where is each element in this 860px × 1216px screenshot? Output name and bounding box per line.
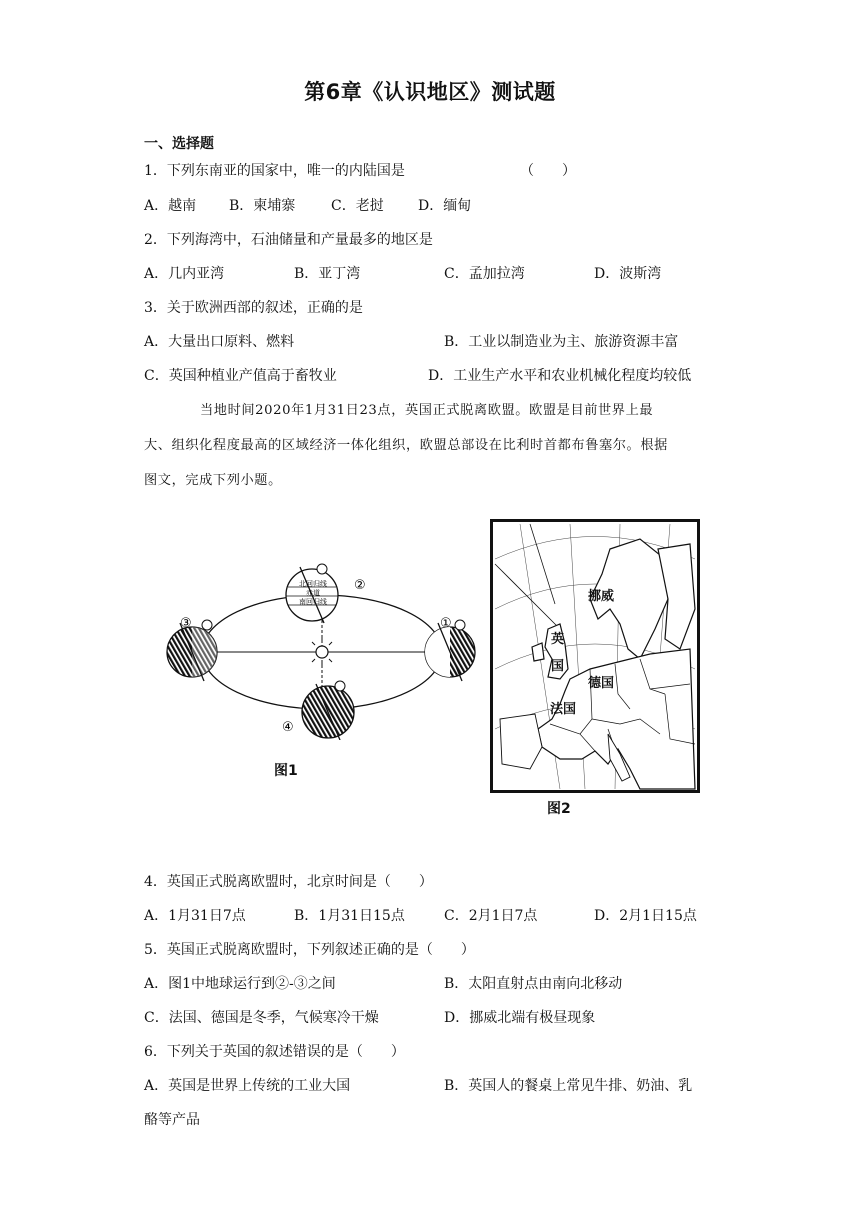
q2-option-b: B．亚丁湾 (294, 266, 361, 282)
q1-option-b: B．柬埔寨 (229, 198, 296, 214)
equator-label: 赤道 (306, 589, 320, 597)
q5-option-a: A．图1中地球运行到②-③之间 (144, 976, 336, 992)
q2-option-a: A．几内亚湾 (144, 266, 225, 282)
page-title: 第6章《认识地区》测试题 (304, 80, 556, 104)
figure-1-caption: 图1 (274, 763, 298, 779)
q6-option-b: B．英国人的餐桌上常见牛排、奶油、乳 (444, 1078, 693, 1094)
figure-2-europe-map (490, 519, 700, 793)
q6-option-a: A．英国是世界上传统的工业大国 (144, 1078, 351, 1094)
marker-1: ① (440, 616, 452, 631)
q4-option-a: A．1月31日7点 (144, 908, 246, 924)
question-1-stem: 1．下列东南亚的国家中，唯一的内陆国是 (144, 163, 405, 179)
question-2-stem: 2．下列海湾中，石油储量和产量最多的地区是 (144, 232, 433, 248)
q5-option-d: D．挪威北端有极昼现象 (444, 1010, 596, 1026)
question-6-stem: 6．下列关于英国的叙述错误的是（ ） (144, 1044, 405, 1060)
map-label-germany: 德国 (588, 676, 615, 691)
q5-option-c: C．法国、德国是冬季，气候寒冷干燥 (144, 1010, 379, 1026)
figure-1-earth-orbit (160, 555, 485, 740)
q1-option-d: D．缅甸 (418, 198, 472, 214)
map-label-norway: 挪威 (588, 589, 615, 604)
question-1-paren: （ ） (520, 163, 576, 179)
q4-option-d: D．2月1日15点 (594, 908, 697, 924)
reading-passage (144, 393, 724, 498)
q1-option-c: C．老挝 (331, 198, 384, 214)
q5-option-b: B．太阳直射点由南向北移动 (444, 976, 623, 992)
passage-line-2: 大、组织化程度最高的区域经济一体化组织，欧盟总部设在比利时首都布鲁塞尔。根据 (144, 438, 668, 453)
earth-position-4 (302, 681, 354, 740)
tropic-of-cancer-label: 北回归线 (299, 580, 327, 588)
section-heading: 一、选择题 (144, 136, 214, 152)
q4-option-c: C．2月1日7点 (444, 908, 538, 924)
question-4-stem: 4．英国正式脱离欧盟时，北京时间是（ ） (144, 874, 433, 890)
question-3-stem: 3．关于欧洲西部的叙述，正确的是 (144, 300, 363, 316)
question-5-stem: 5．英国正式脱离欧盟时，下列叙述正确的是（ ） (144, 942, 475, 958)
figure-2-caption: 图2 (547, 801, 571, 817)
tropic-of-capricorn-label: 南回归线 (299, 598, 327, 606)
passage-line-1: 当地时间2020年1月31日23点，英国正式脱离欧盟。欧盟是目前世界上最 (200, 403, 654, 418)
map-label-uk-2: 国 (551, 659, 565, 674)
q3-option-c: C．英国种植业产值高于畜牧业 (144, 368, 337, 384)
map-label-france: 法国 (550, 702, 577, 717)
q3-option-a: A．大量出口原料、燃料 (144, 334, 295, 350)
q2-option-c: C．孟加拉湾 (444, 266, 525, 282)
q6-option-b-continued: 酪等产品 (144, 1112, 200, 1128)
q4-option-b: B．1月31日15点 (294, 908, 405, 924)
q3-option-d: D．工业生产水平和农业机械化程度均较低 (428, 368, 692, 384)
marker-4: ④ (282, 720, 294, 735)
map-label-uk-1: 英 (551, 632, 565, 647)
marker-2: ② (354, 578, 366, 593)
marker-3: ③ (180, 616, 192, 631)
q2-option-d: D．波斯湾 (594, 266, 662, 282)
passage-line-3: 图文，完成下列小题。 (144, 473, 282, 488)
q1-option-a: A．越南 (144, 198, 197, 214)
earth-position-2 (286, 564, 338, 623)
q3-option-b: B．工业以制造业为主、旅游资源丰富 (444, 334, 679, 350)
